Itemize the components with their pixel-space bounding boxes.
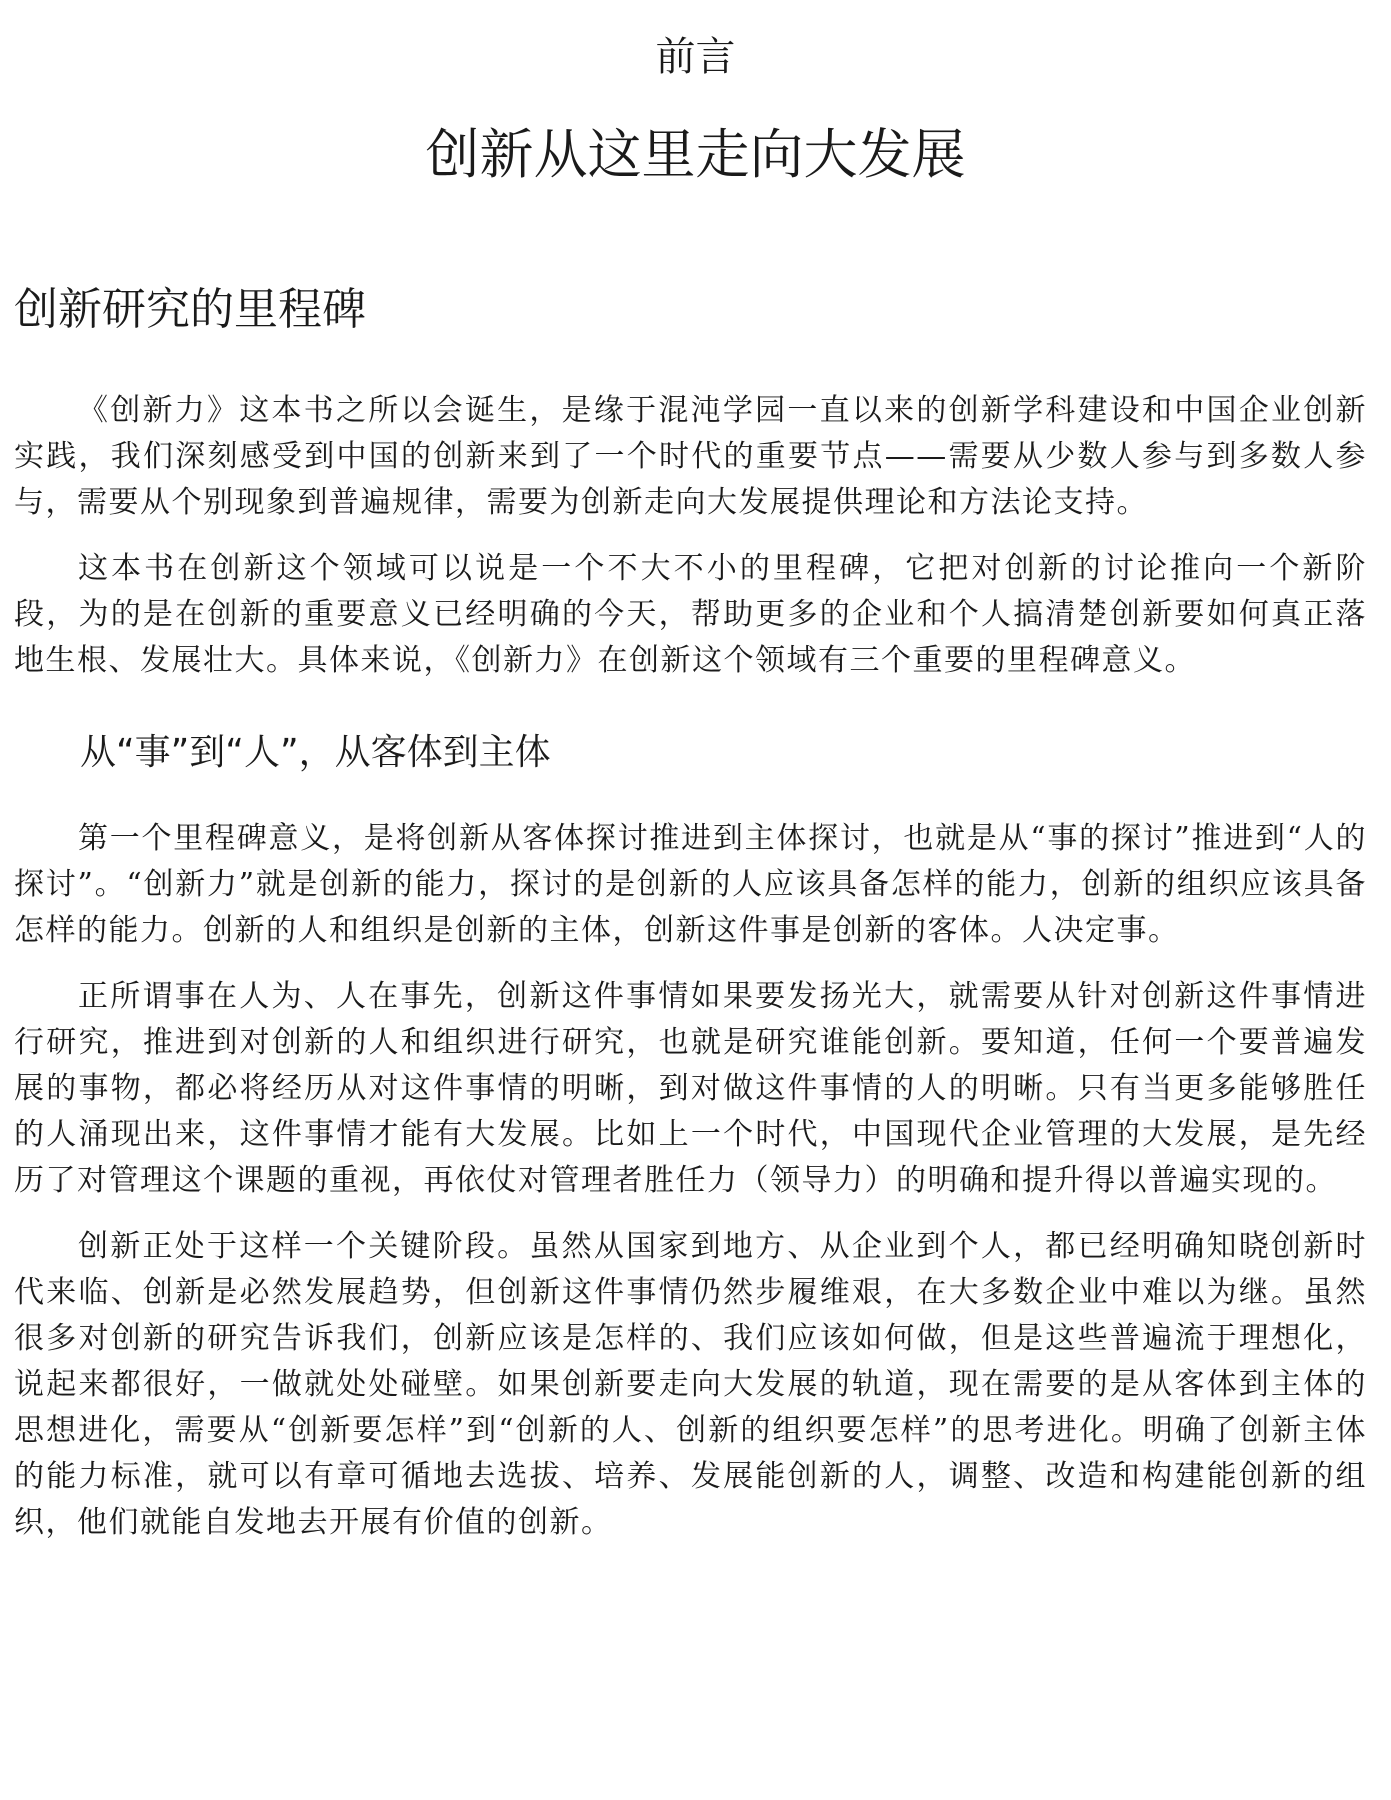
section-heading: 创新研究的里程碑 xyxy=(14,284,366,335)
main-title: 创新从这里走向大发展 xyxy=(425,123,966,186)
intro-paragraph-1: 《创新力》这本书之所以会诞生，是缘于混沌学园一直以来的创新学科建设和中国企业创新实践，我们深刻感受到中国的创新来到了一个时代的重要节点——需要从少数人参与到多数人参与，需要从个别现象到普遍规律，需要为创新走向大发展提供理论和方法论支持。 xyxy=(14,393,1367,520)
body-paragraph-3: 创新正处于这样一个关键阶段。虽然从国家到地方、从企业到个人，都已经明确知晓创新时代来临、创新是必然发展趋势，但创新这件事情仍然步履维艰，在大多数企业中难以为继。虽然很多对创新的研究告诉我们，创新应该是怎样的、我们应该如何做，但是这些普遍流于理想化，说起来都很好，一做就处处碰壁。如果创新要走向大发展的轨道，现在需要的是从客体到主体的思想进化，需要从“创新要怎样”到“创新的人、创新的组织要怎样”的思考进化。明确了创新主体的能力标准，就可以有章可循地去选拔、培养、发展能创新的人，调整、改造和构建能创新的组织，他们就能自发地去开展有价值的创新。 xyxy=(14,1229,1367,1540)
intro-paragraph-2: 这本书在创新这个领域可以说是一个不大不小的里程碑，它把对创新的讨论推向一个新阶段，为的是在创新的重要意义已经明确的今天，帮助更多的企业和个人搞清楚创新要如何真正落地生根、发展壮大。具体来说，《创新力》在创新这个领域有三个重要的里程碑意义。 xyxy=(14,551,1367,678)
body-paragraph-2: 正所谓事在人为、人在事先，创新这件事情如果要发扬光大，就需要从针对创新这件事情进行研究，推进到对创新的人和组织进行研究，也就是研究谁能创新。要知道，任何一个要普遍发展的事物，都必将经历从对这件事情的明晰，到对做这件事情的人的明晰。只有当更多能够胜任的人涌现出来，这件事情才能有大发展。比如上一个时代，中国现代企业管理的大发展，是先经历了对管理这个课题的重视，再依仗对管理者胜任力（领导力）的明确和提升得以普遍实现的。 xyxy=(14,979,1367,1198)
body-paragraph-1: 第一个里程碑意义，是将创新从客体探讨推进到主体探讨，也就是从“事的探讨”推进到“人的探讨”。“创新力”就是创新的能力，探讨的是创新的人应该具备怎样的能力，创新的组织应该具备怎样的能力。创新的人和组织是创新的主体，创新这件事是创新的客体。人决定事。 xyxy=(14,821,1367,948)
sub-heading: 从“事”到“人”，从客体到主体 xyxy=(80,732,551,773)
preface-label: 前言 xyxy=(655,34,736,80)
